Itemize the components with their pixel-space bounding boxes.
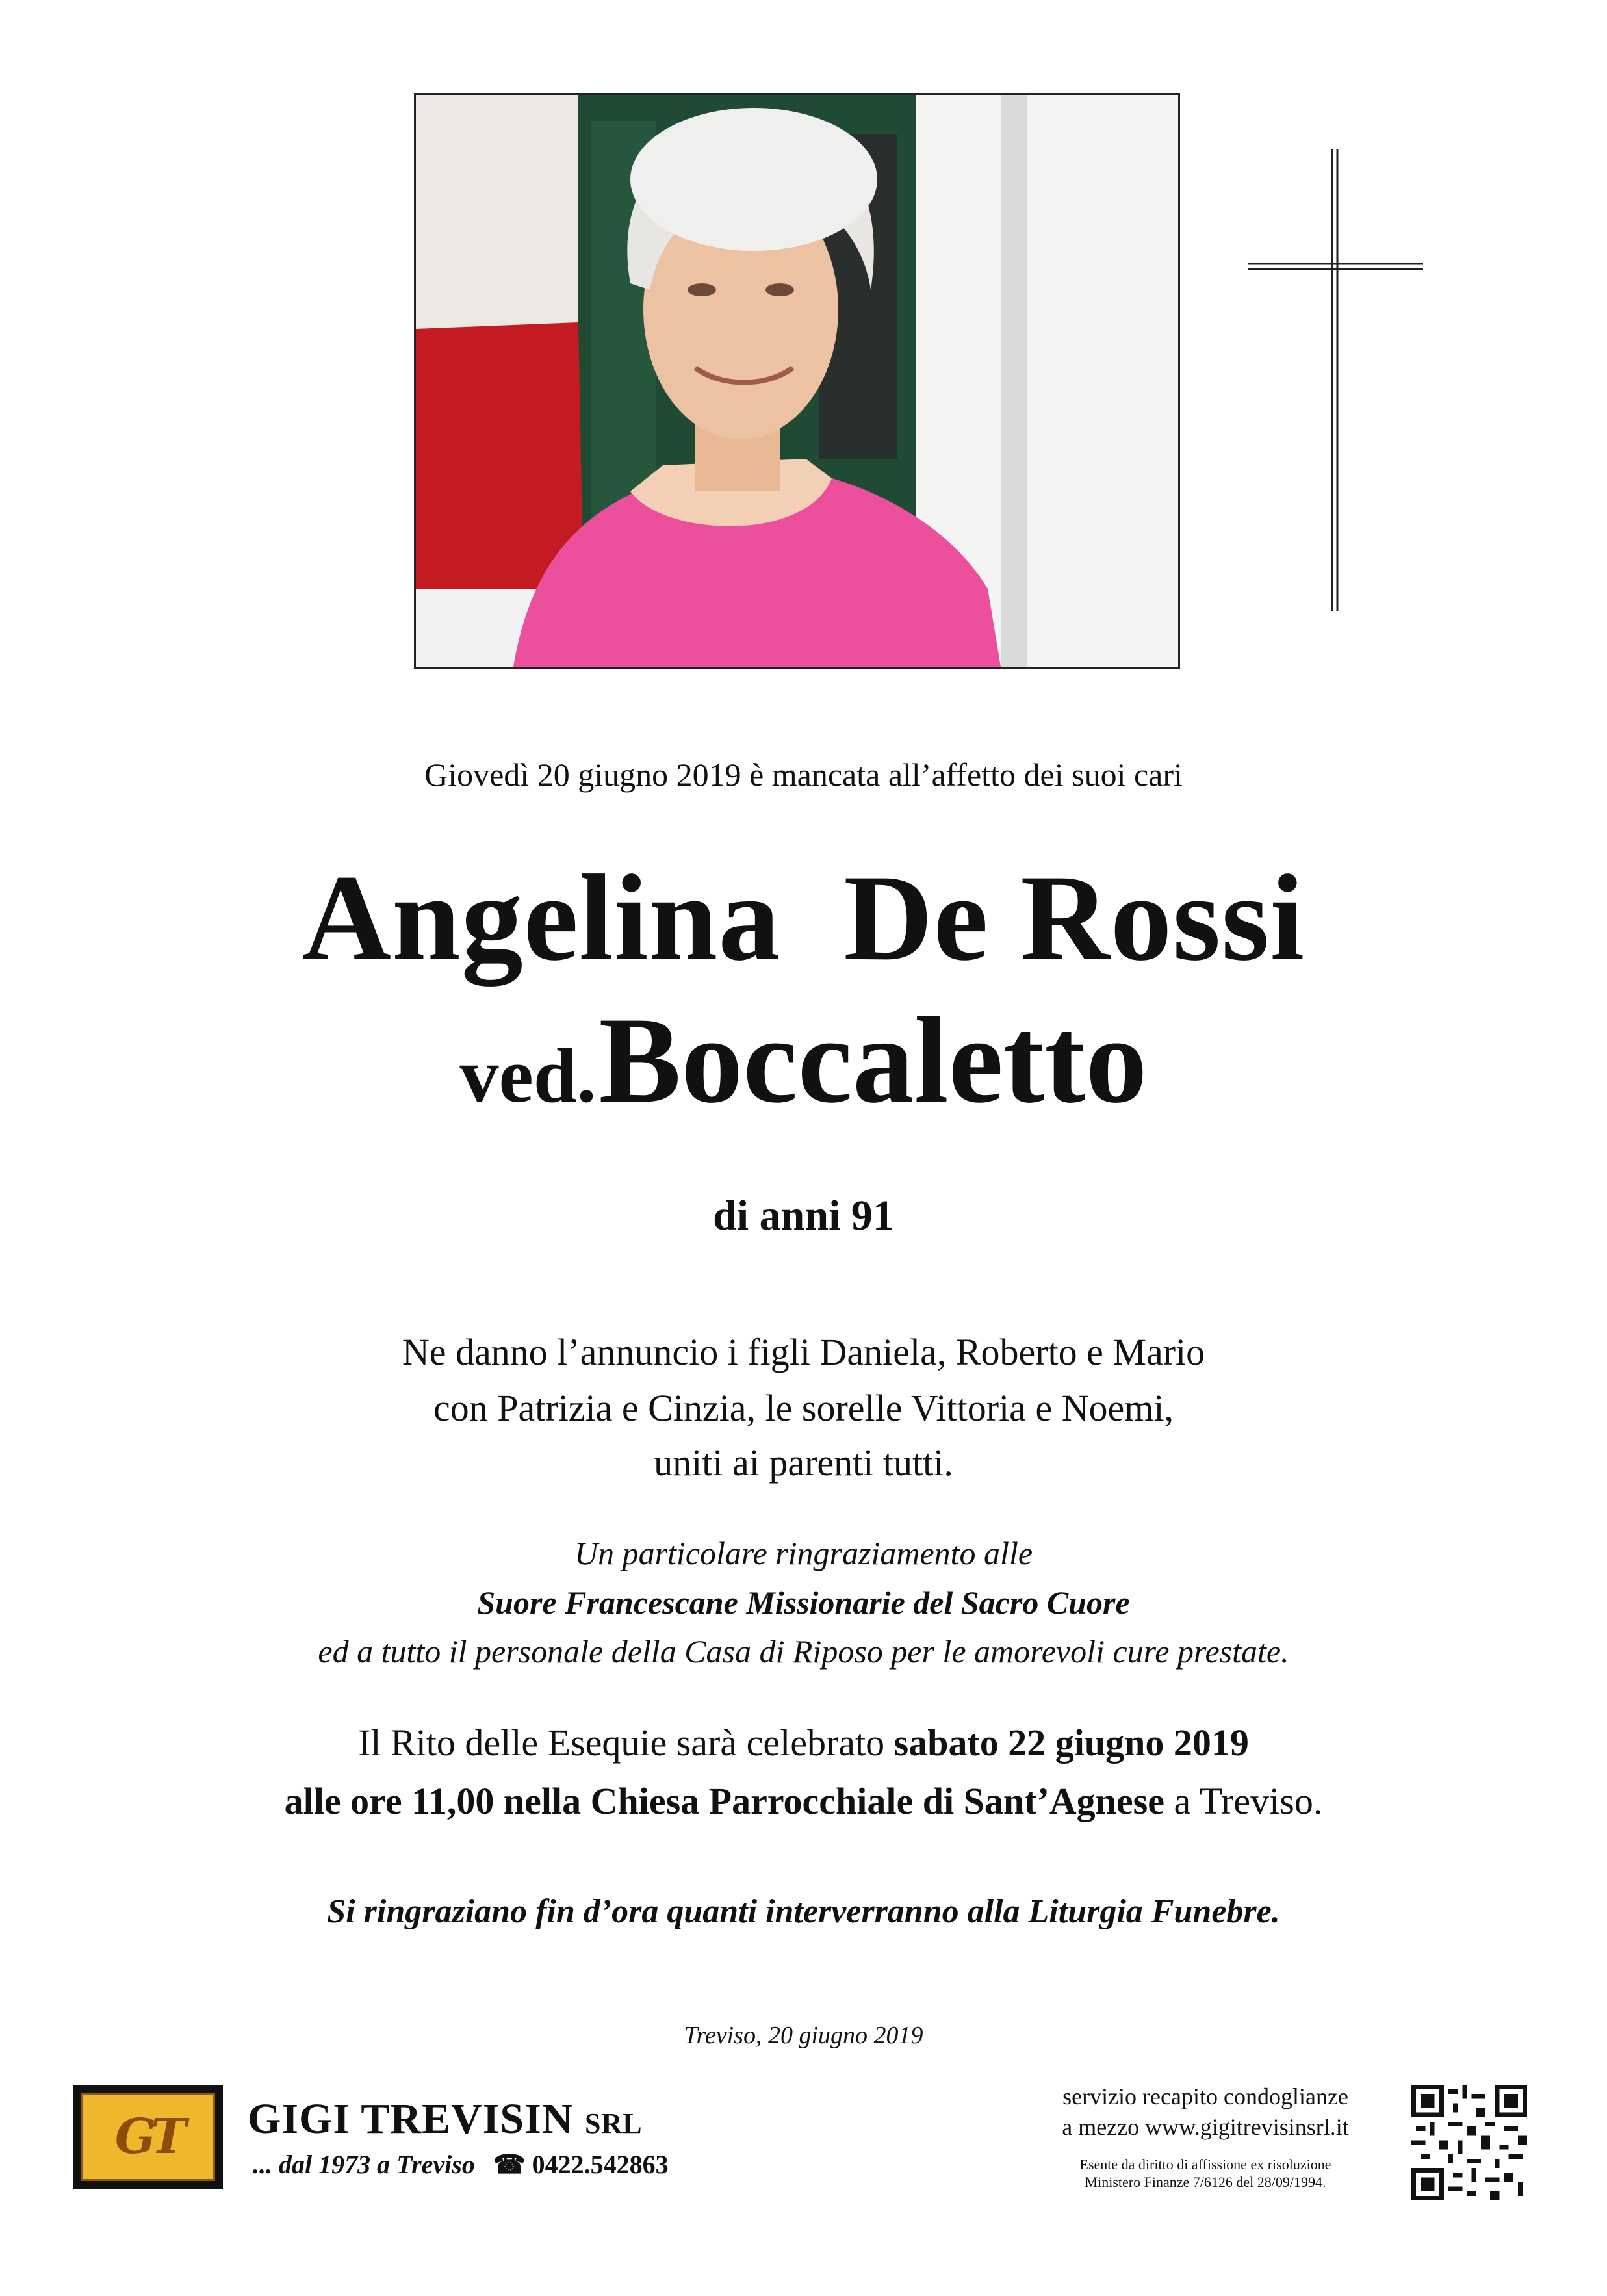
funeral-date: sabato 22 giugno 2019: [893, 1722, 1249, 1764]
funeral-time-place: alle ore 11,00 nella Chiesa Parrocchiale di Sant’Agnese: [284, 1780, 1164, 1822]
thanks-text: Si ringraziano fin d’ora quanti interverranno alla Liturgia Funebre.: [327, 1893, 1280, 1930]
funeral-line-1: [0, 1721, 1607, 1764]
service-line-2: a mezzo www.gigitrevisinsrl.it: [1062, 2114, 1349, 2140]
ved-label: ved.: [459, 1032, 597, 1118]
phone-icon: ☎: [493, 2150, 526, 2179]
married-surname: Boccaletto: [598, 992, 1148, 1129]
since-text: ... dal 1973 a Treviso: [253, 2150, 475, 2179]
company-tagline: [253, 2149, 669, 2180]
family-line-1: Ne danno l’annuncio i figli Daniela, Roberto e Mario: [402, 1331, 1205, 1373]
gratitude-line-2: Suore Francescane Missionarie del Sacro Cuore: [477, 1584, 1130, 1621]
deceased-name: Angelina De Rossi: [302, 850, 1305, 987]
company-suffix: SRL: [584, 2108, 643, 2139]
logo-monogram: GT: [114, 2109, 182, 2165]
phone-number: 0422.542863: [532, 2150, 669, 2179]
funeral-prefix: Il Rito delle Esequie sarà celebrato: [358, 1722, 894, 1764]
company-name-text: GIGI TREVISIN: [248, 2095, 574, 2143]
service-line-1: servizio recapito condoglianze: [1062, 2083, 1348, 2109]
gratitude-line-3: ed a tutto il personale della Casa di Riposo per le amorevoli cure prestate.: [318, 1633, 1289, 1670]
intro-text: Giovedì 20 giugno 2019 è mancata all’affetto dei suoi cari: [424, 756, 1183, 793]
funeral-line-2: [0, 1779, 1607, 1823]
company-logo: [73, 2085, 223, 2189]
exempt-line-2: Ministero Finanze 7/6126 del 28/09/1994.: [1085, 2174, 1326, 2190]
age-text: di anni 91: [713, 1192, 894, 1239]
qr-code: [1411, 2085, 1527, 2200]
company-name: [248, 2095, 643, 2144]
place-date: Treviso, 20 giugno 2019: [684, 2022, 923, 2049]
funeral-city: a Treviso.: [1164, 1780, 1323, 1822]
exempt-line-1: Esente da diritto di affissione ex risoluzione: [1079, 2156, 1331, 2173]
married-name: [0, 992, 1607, 1129]
portrait-photo: [414, 93, 1180, 669]
family-line-3: uniti ai parenti tutti.: [654, 1441, 953, 1484]
gratitude-line-1: Un particolare ringraziamento alle: [574, 1535, 1033, 1571]
cross-icon: [1248, 149, 1423, 611]
family-line-2: con Patrizia e Cinzia, le sorelle Vittoria e Noemi,: [433, 1387, 1174, 1429]
